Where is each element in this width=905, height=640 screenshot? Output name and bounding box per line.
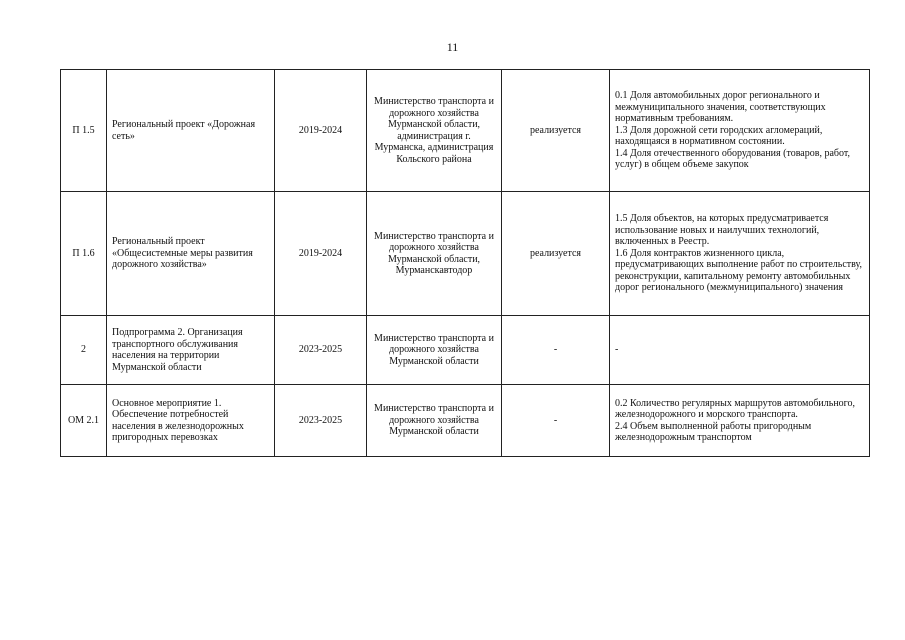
row-status: - [502,385,610,457]
row-period: 2019-2024 [275,70,367,192]
table-row [61,316,870,385]
row-status: реализуется [502,70,610,192]
table-row [61,192,870,316]
row-executor: Министерство транспорта и дорожного хозяйства Мурманской области [367,385,502,457]
row-name: Региональный проект «Дорожная сеть» [107,70,275,192]
indicator-item: 0.2 Количество регулярных маршрутов автомобильного, железнодорожного и морского транспорта. [615,397,856,420]
row-indicators [610,192,870,316]
row-indicators [610,316,870,385]
indicator-item: 1.4 Доля отечественного оборудования (товаров, работ, услуг) в общем объеме закупок [615,147,850,171]
indicator-item: 0.1 Доля автомобильных дорог регионального и межмуниципального значения, соответствующих нормативным требованиям. [615,90,826,125]
row-period: 2019-2024 [275,192,367,316]
indicator-item: 1.3 Доля дорожной сети городских агломераций, находящаяся в нормативном состоянии. [615,124,823,148]
row-period: 2023-2025 [275,385,367,457]
row-name: Подпрограмма 2. Организация транспортного обслуживания населения на территории Мурманской области [107,316,275,385]
row-code: П 1.6 [61,192,107,316]
table-row [61,70,870,192]
row-period: 2023-2025 [275,316,367,385]
row-executor: Министерство транспорта и дорожного хозяйства Мурманской области [367,316,502,385]
row-name: Региональный проект «Общесистемные меры развития дорожного хозяйства» [107,192,275,316]
indicator-item: 1.6 Доля контрактов жизненного цикла, предусматривающих выполнение работ по строительству, реконструкции, капитальному ремонту автомобильных дорог регионального (межмуниципального) значения [615,247,863,294]
row-name: Основное мероприятие 1. Обеспечение потребностей населения в железнодорожных пригородных перевозках [107,385,275,457]
row-indicators [610,70,870,192]
row-indicators [610,385,870,457]
indicator-item: - [615,344,619,356]
row-code: ОМ 2.1 [61,385,107,457]
table-row [61,385,870,457]
row-code: П 1.5 [61,70,107,192]
row-code: 2 [61,316,107,385]
row-executor: Министерство транспорта и дорожного хозяйства Мурманской области, администрация г. Мурманска, администрация Кольского района [367,70,502,192]
indicator-item: 1.5 Доля объектов, на которых предусматривается использование новых и наилучших технологий, включенных в Реестр. [615,213,829,248]
indicator-item: 2.4 Объем выполненной работы пригородным железнодорожным транспортом [615,420,812,443]
row-status: - [502,316,610,385]
program-table [60,69,870,457]
page-number: 11 [446,40,459,54]
row-executor: Министерство транспорта и дорожного хозяйства Мурманской области, Мурманскавтодор [367,192,502,316]
row-status: реализуется [502,192,610,316]
